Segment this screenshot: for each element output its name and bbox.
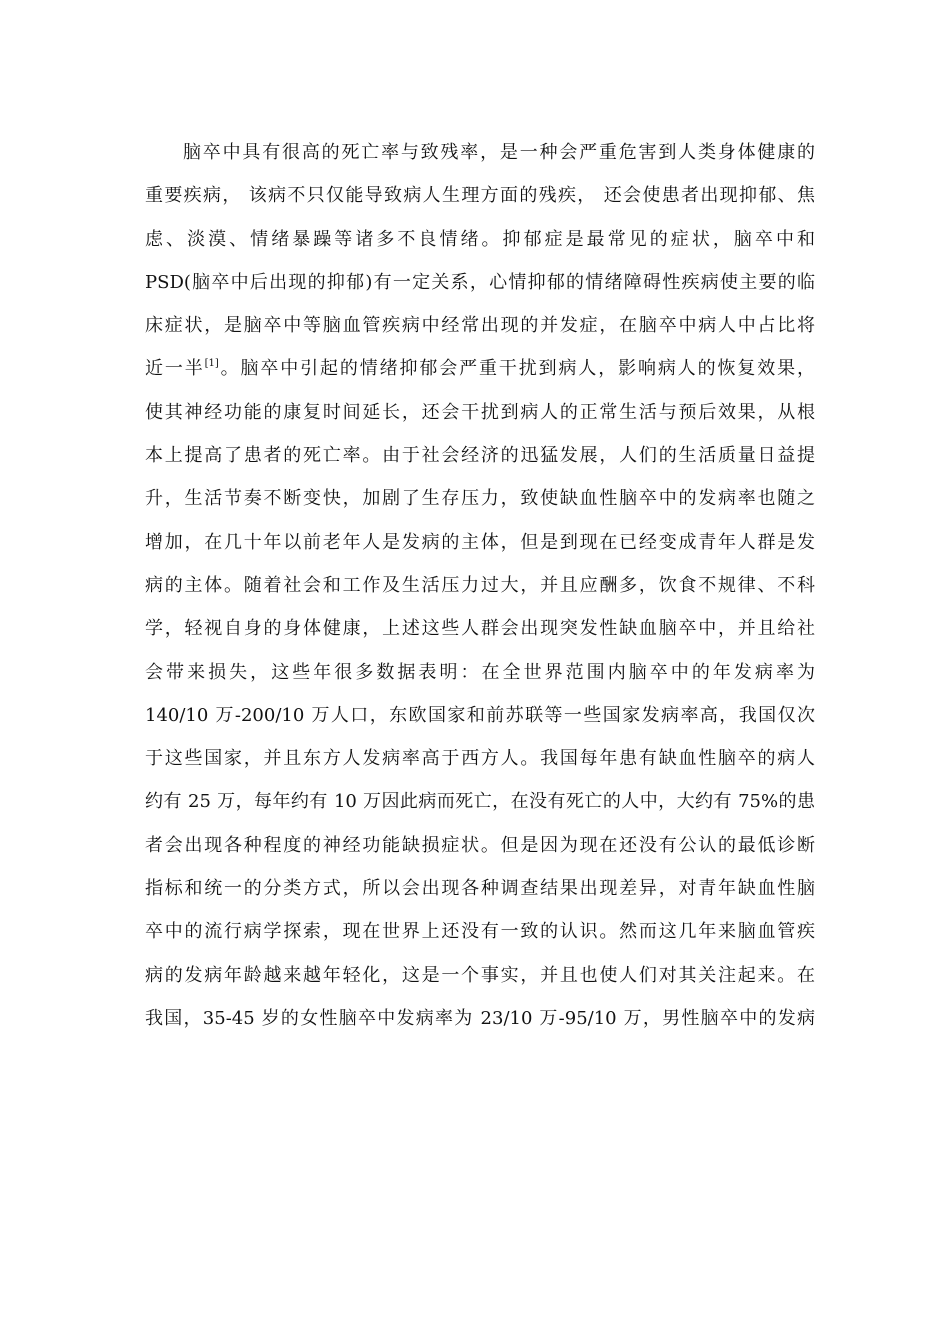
body-paragraph — [145, 131, 815, 1040]
paragraph-line: PSD(脑卒中后出现的抑郁)有一定关系，心情抑郁的情绪障碍性疾病使主要的临 — [145, 271, 815, 293]
paragraph-line: 病的主体。随着社会和工作及生活压力过大，并且应酬多，饮食不规律、不科 — [145, 574, 815, 596]
paragraph-line — [145, 347, 815, 390]
paragraph-line: 约有 25 万，每年约有 10 万因此病而死亡，在没有死亡的人中，大约有 75%的患 — [145, 791, 815, 813]
paragraph-line: 学，轻视自身的身体健康，上述这些人群会出现突发性缺血脑卒中，并且给社 — [145, 618, 815, 640]
paragraph-line: 会带来损失，这些年很多数据表明：在全世界范围内脑卒中的年发病率为 — [145, 661, 815, 683]
paragraph-line: 指标和统一的分类方式，所以会出现各种调查结果出现差异，对青年缺血性脑 — [145, 878, 815, 900]
paragraph-line: 卒中的流行病学探索，现在世界上还没有一致的认识。然而这几年来脑血管疾 — [145, 921, 815, 943]
paragraph-line: 虑、淡漠、情绪暴躁等诸多不良情绪。抑郁症是最常见的症状，脑卒中和 — [145, 228, 815, 250]
paragraph-line: 病的发病年龄越来越年轻化，这是一个事实，并且也使人们对其关注起来。在 — [145, 964, 815, 986]
paragraph-line: 本上提高了患者的死亡率。由于社会经济的迅猛发展，人们的生活质量日益提 — [145, 445, 815, 467]
line-text: 。脑卒中引起的情绪抑郁会严重干扰到病人，影响病人的恢复效果， — [218, 358, 816, 380]
paragraph-line: 床症状，是脑卒中等脑血管疾病中经常出现的并发症，在脑卒中病人中占比将 — [145, 315, 815, 337]
citation-marker: [1] — [204, 358, 219, 370]
paragraph-line: 升，生活节奏不断变快，加剧了生存压力，致使缺血性脑卒中的发病率也随之 — [145, 488, 815, 510]
paragraph-line: 重要疾病， 该病不只仅能导致病人生理方面的残疾， 还会使患者出现抑郁、焦 — [145, 185, 815, 207]
paragraph-line: 脑卒中具有很高的死亡率与致残率，是一种会严重危害到人类身体健康的 — [183, 142, 815, 163]
paragraph-line: 于这些国家，并且东方人发病率高于西方人。我国每年患有缺血性脑卒的病人 — [145, 748, 815, 770]
paragraph-line: 者会出现各种程度的神经功能缺损症状。但是因为现在还没有公认的最低诊断 — [145, 834, 815, 856]
paragraph-line: 使其神经功能的康复时间延长，还会干扰到病人的正常生活与预后效果，从根 — [145, 401, 815, 423]
paragraph-line: 增加，在几十年以前老年人是发病的主体，但是到现在已经变成青年人群是发 — [145, 531, 815, 553]
line-text: 近一半 — [145, 358, 205, 380]
paragraph-line: 我国，35-45 岁的女性脑卒中发病率为 23/10 万-95/10 万，男性脑卒中的发病 — [145, 1007, 815, 1029]
paragraph-line: 140/10 万-200/10 万人口，东欧国家和前苏联等一些国家发病率高，我国仅次 — [145, 704, 815, 726]
